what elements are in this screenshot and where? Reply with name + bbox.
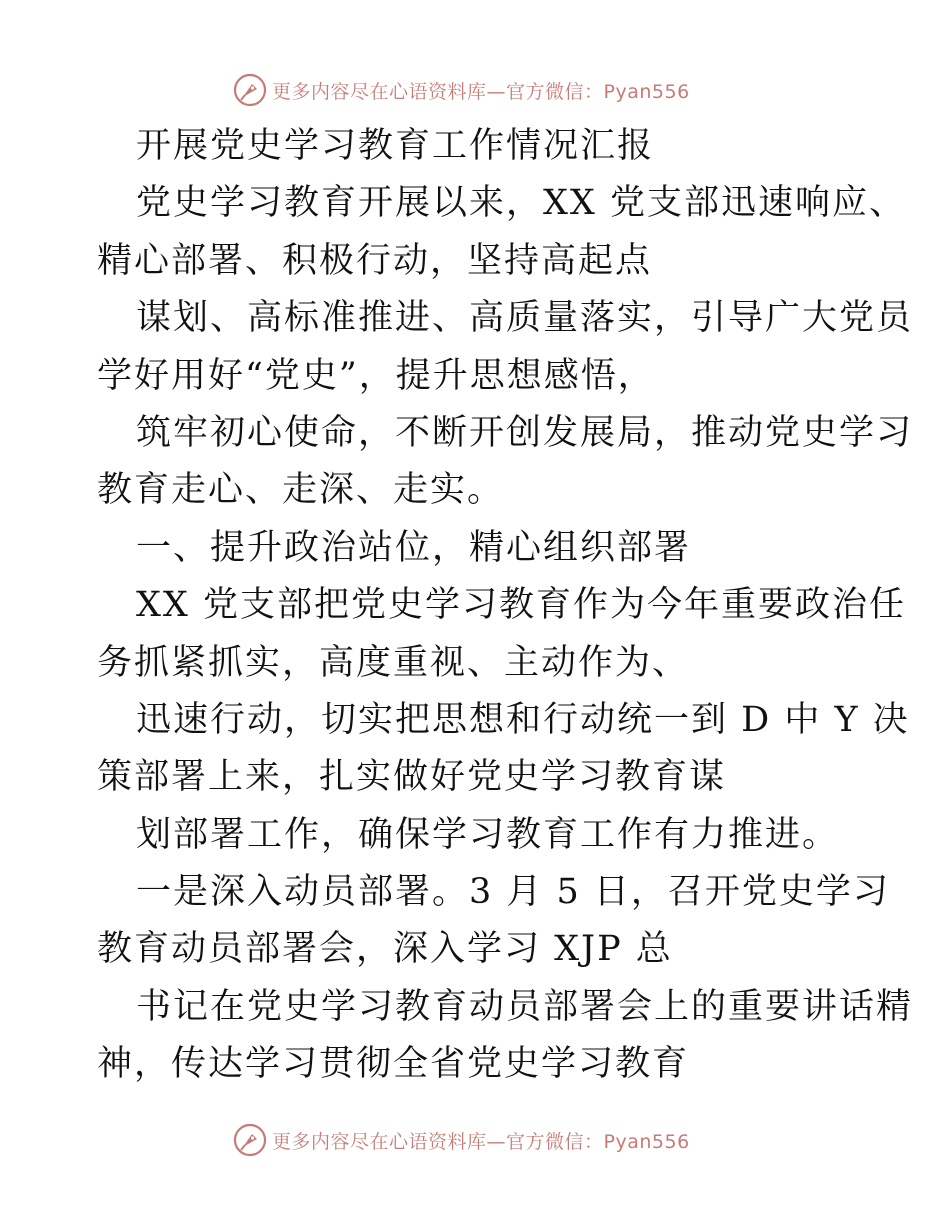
text-line: 精心部署、积极行动，坚持高起点 (97, 240, 653, 281)
text-line: 党史学习教育开展以来，XX 党支部迅速响应、 (136, 183, 906, 224)
header-watermark (232, 70, 690, 110)
text-line: 划部署工作，确保学习教育工作有力推进。 (136, 814, 840, 855)
text-line: XX 党支部把党史学习教育作为今年重要政治任 (136, 585, 906, 626)
text-line: 教育走心、走深、走实。 (97, 470, 505, 511)
text-line: 神，传达学习贯彻全省党史学习教育 (97, 1044, 690, 1085)
text-line: 学好用好“党史”，提升思想感悟， (97, 355, 655, 396)
text-line: 筑牢初心使命，不断开创发展局，推动党史学习 (136, 412, 914, 453)
text-line: 迅速行动，切实把思想和行动统一到 D 中 Y 决 (136, 699, 910, 740)
text-line: 一是深入动员部署。3 月 5 日，召开党史学习 (136, 872, 890, 913)
text-line: 谋划、高标准推进、高质量落实，引导广大党员 (136, 298, 914, 339)
pen-nib-logo-icon (232, 72, 268, 108)
text-line: 策部署上来，扎实做好党史学习教育谋 (97, 757, 727, 798)
watermark-text: 更多内容尽在心语资料库—官方微信：Pyan556 (272, 1130, 690, 1153)
footer-watermark (232, 1120, 690, 1160)
text-line: 务抓紧抓实，高度重视、主动作为、 (97, 642, 690, 683)
text-line: 书记在党史学习教育动员部署会上的重要讲话精 (136, 986, 914, 1027)
watermark-text: 更多内容尽在心语资料库—官方微信：Pyan556 (272, 80, 690, 103)
document-body (97, 118, 914, 1094)
text-line: 教育动员部署会，深入学习 XJP 总 (97, 929, 673, 970)
pen-nib-logo-icon (232, 1122, 268, 1158)
text-line: 开展党史学习教育工作情况汇报 (136, 126, 655, 166)
text-line: 一、提升政治站位，精心组织部署 (136, 527, 692, 568)
